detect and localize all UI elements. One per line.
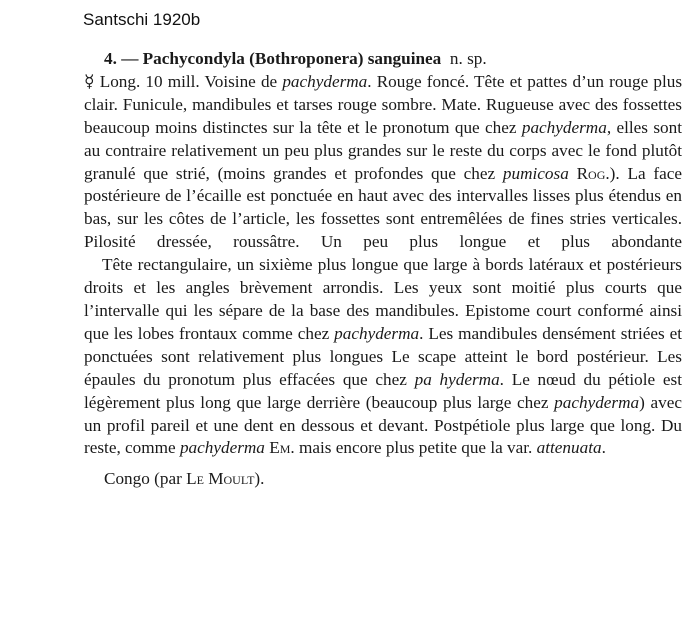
worker-symbol: ☿ [84,71,95,91]
text: Long. 10 mill. Voisine de [99,71,283,91]
text: . Les mandibules densément striées et ponctuées sont relativement plus longues Le scape atteint le bord postérieur. Les épaules du pronotum plus effacées que chez [84,323,683,389]
text: Congo (par [104,469,187,489]
species-description [84,48,682,491]
text: ). [254,469,265,489]
collector-name: Le Moult [186,469,255,489]
text: . Le nœud du pétiole est légèrement plus long que large derrière (beaucoup plus large chez [84,369,683,412]
head-description-paragraph [84,254,682,460]
citation-header: Santschi 1920b [83,10,201,29]
description-paragraph [84,71,682,254]
text: , elles sont au contraire relativement un peu plus grandes sur le reste du corps avec le fond plutôt granulé que strié, (moins grandes et profondes que chez [84,117,682,183]
species-ref: pachyderma [554,392,640,412]
status-label: n. sp. [449,49,487,68]
species-ref: pachyderma [179,438,265,458]
text: mais encore plus petite que la var. [294,438,537,458]
species-ref: pumicosa [502,163,569,183]
genus-name: Pachycondyla [142,49,245,68]
species-heading [84,48,682,71]
species-name: sanguinea [367,49,442,68]
locality-line [84,468,682,491]
subgenus-name: (Bothroponera) [249,49,364,68]
species-ref: pa hyderma [414,369,500,389]
species-ref: pachyderma [282,71,368,91]
text: ) avec un profil pareil et une dent en dessous et devant. Postpétiole plus large que long. Du reste, comme [84,392,682,458]
author-abbrev: Rog. [576,163,610,183]
text: . Rouge foncé. Tête et pattes d’un rouge plus clair. Funicule, mandibules et tarses rouge sombre. Mate. Rugueuse avec des fossettes beaucoup moins distinctes sur la tête et le pronotum que chez [84,71,683,137]
species-ref: pachyderma [334,323,420,343]
text: . [601,438,606,458]
species-ref: pachyderma [521,117,607,137]
variety-ref: attenuata [536,438,602,458]
text: ). La face postérieure de l’écaille est ponctuée en haut avec des intervalles lisses plus étendus en bas, sur les côtes de l’article, les fossettes sont entremêlées de fines stries verticales. Pilosité dressée, roussâtre. Un peu plus longue et plus abondante [84,163,682,252]
text: Tête rectangulaire, un sixième plus longue que large à bords latéraux et postérieurs droits et les angles brèvement arrondis. Les yeux sont moitié plus courts que l’intervalle qui les sépare de la base des mandibules. Epistome court conformé ainsi que les lobes frontaux comme chez [84,255,682,343]
entry-number: 4. — [104,49,139,68]
author-abbrev: Em. [269,438,295,458]
